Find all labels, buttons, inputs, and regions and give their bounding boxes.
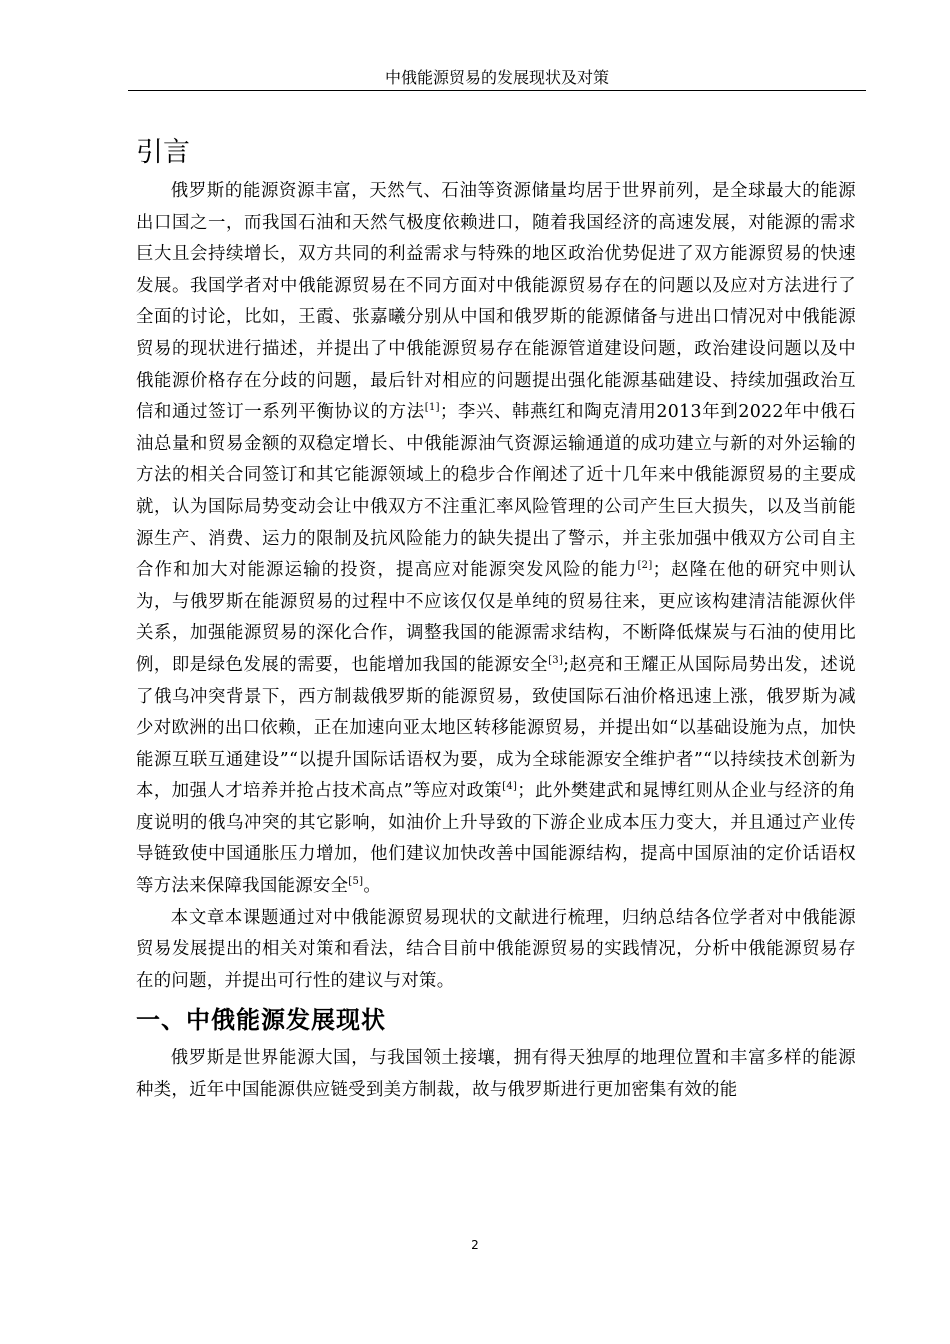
citation-1: [1]	[424, 402, 440, 414]
intro-paragraph-2: 本文章本课题通过对中俄能源贸易现状的文献进行梳理，归纳总结各位学者对中俄能源贸易发展提出的相关对策和看法，结合目前中俄能源贸易的实践情况，分析中俄能源贸易存在的问题，并提出可行性的建议与对策。	[136, 907, 856, 991]
intro-p1-text-2: ；李兴、韩燕红和陶克清用2013年到2022年中俄石油总量和贸易金额的双稳定增长、中俄能源油气资源运输通道的成功建立与新的对外运输的方法的相关合同签订和其它能源领域上的稳步合作阐述了近十几年来中俄能源贸易的主要成就，认为国际局势变动会让中俄双方不注重汇率风险管理的公司产生巨大损失，以及当前能源生产、消费、运力的限制及抗风险能力的缺失提出了警示，并主张加强中俄双方公司自主合作和加大对能源运输的投资，提高应对能源突发风险的能力	[136, 402, 856, 581]
intro-p1-text-1: 俄罗斯的能源资源丰富，天然气、石油等资源储量均居于世界前列，是全球最大的能源出口国之一，而我国石油和天然气极度依赖进口，随着我国经济的高速发展，对能源的需求巨大且会持续增长，双方共同的利益需求与特殊的地区政治优势促进了双方能源贸易的快速发展。我国学者对中俄能源贸易在不同方面对中俄能源贸易存在的问题以及应对方法进行了全面的讨论，比如，王霞、张嘉曦分别从中国和俄罗斯的能源储备与进出口情况对中俄能源贸易的现状进行描述，并提出了中俄能源贸易存在能源管道建设问题，政治建设问题以及中俄能源价格存在分歧的问题，最后针对相应的问题提出强化能源基础建设、持续加强政治互信和通过签订一系列平衡协议的方法	[136, 181, 856, 423]
citation-5: [5]	[348, 876, 364, 888]
citation-2: [2]	[637, 560, 653, 572]
intro-paragraph-1	[136, 176, 856, 903]
page-number: 2	[471, 1238, 479, 1252]
intro-p1-text-5: ；此外樊建武和晁博红则从企业与经济的角度说明的俄乌冲突的其它影响，如油价上升导致的下游企业成本压力变大，并且通过产业传导链致使中国通胀压力增加，他们建议加快改善中国能源结构，提高中国原油的定价话语权等方法来保障我国能源安全	[136, 781, 856, 897]
citation-3: [3]	[548, 655, 564, 667]
section-1-paragraph-1: 俄罗斯是世界能源大国，与我国领土接壤，拥有得天独厚的地理位置和丰富多样的能源种类，近年中国能源供应链受到美方制裁，故与俄罗斯进行更加密集有效的能	[136, 1048, 856, 1101]
intro-p1-text-3: ；赵隆在他的研究中则认为，与俄罗斯在能源贸易的过程中不应该仅仅是单纯的贸易往来，更应该构建清洁能源伙伴关系，加强能源贸易的深化合作，调整我国的能源需求结构，不断降低煤炭与石油的使用比例，即是绿色发展的需要，也能增加我国的能源安全	[136, 560, 856, 675]
running-title: 中俄能源贸易的发展现状及对策	[384, 68, 609, 87]
citation-4: [4]	[502, 781, 518, 793]
running-header	[128, 66, 866, 91]
intro-heading: 引言	[136, 137, 190, 168]
page-content	[136, 130, 856, 1107]
section-1-heading: 一、中俄能源发展现状	[136, 1006, 386, 1035]
intro-p1-text-4: ;赵亮和王耀正从国际局势出发，述说了俄乌冲突背景下，西方制裁俄罗斯的能源贸易，致使国际石油价格迅速上涨，俄罗斯为减少对欧洲的出口依赖，正在加速向亚太地区转移能源贸易，并提出如“以基础设施为点，加快能源互联互通建设”“以提升国际话语权为要，成为全球能源安全维护者”“以持续技术创新为本，加强人才培养并抢占技术高点”等应对政策	[136, 654, 856, 802]
intro-p1-text-6: 。	[363, 876, 382, 897]
